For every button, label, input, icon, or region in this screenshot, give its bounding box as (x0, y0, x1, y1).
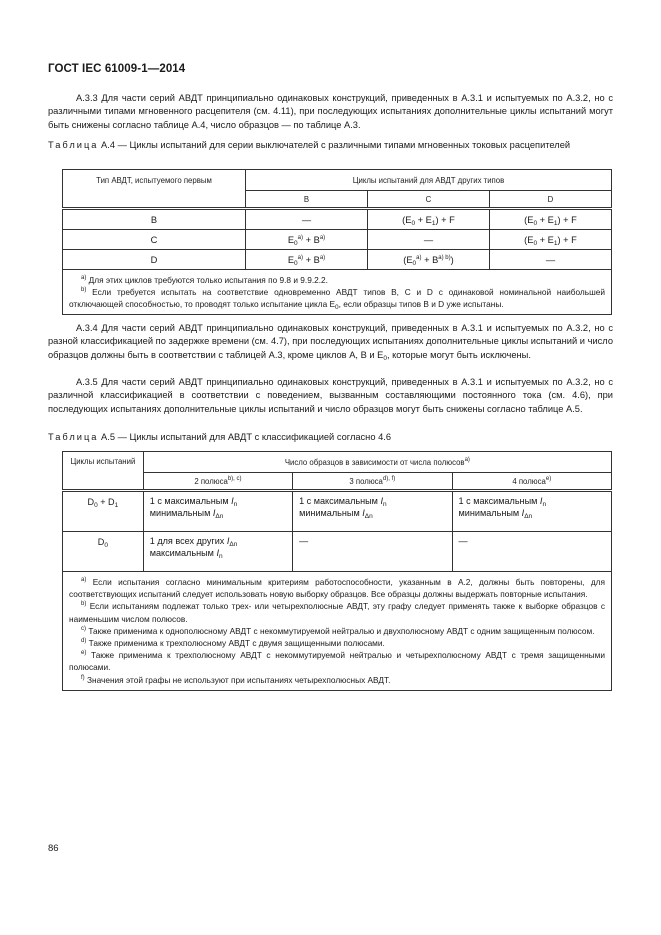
column-header-d: D (490, 191, 612, 209)
caption-text: А.4 — Циклы испытаний для серии выключателей с различными типами мгновенных токовых расцепителей (98, 140, 571, 150)
footnote-c-text: Также применима к однополюсному АВДТ с некоммутируемой нейтралью и двухполюсному АВДТ с одним защищенным полюсом. (88, 625, 595, 636)
column-header-3-poles (293, 473, 452, 491)
header-first-type: Тип АВДТ, испытуемого первым (63, 170, 246, 209)
footnote-a: $^{a)}$ Для этих циклов требуются только испытания по 9.8 и 9.9.2.2. (81, 275, 328, 285)
a34-text: А.3.4 Для части серий АВДТ принципиально одинаковых конструкций, приведенных в А.3.1 и испытуемых по А.3.2, но с разной классификацией по задержке времени (см. 4.7), при последующих испытаниях дополнительные циклы испытаний и число образцов должны быть в соответствии с таблицей А.3, кроме циклов А, В и Е (48, 323, 613, 360)
paragraph-a34 (48, 322, 613, 362)
paragraph-a35: А.3.5 Для части серий АВДТ принципиально одинаковых конструкций, приведенных в А.3.1 и испытуемых по А.3.2, но с различной классификацией в соответствии с поведением, вызванным составляющими постоянного тока (см. 4.6), при последующих испытаниях дополнительные циклы испытаний и число образцов могут быть снижены согласно таблице А.5. (48, 377, 613, 414)
footnote-b-sub: 0 (335, 304, 339, 311)
column-sup: d), f) (382, 475, 396, 482)
footnote-b-text: Если испытаниям подлежат только трех- или четырехполюсные АВДТ, эту графу следует применять также к выборке образцов с наименьшим числом полюсов. (69, 601, 605, 624)
footnote-e-text: Также применима к трехполюсному АВДТ с некоммутируемой нейтралью и четырехполюсному АВДТ с тремя защищенными полюсами. (69, 650, 605, 673)
row-type: B (63, 209, 246, 230)
footnote-b: $^{b)}$ Если требуется испытать на соответствие одновременно АВДТ типов В, С и D с одинаковой номинальной наибольшей отключающей способностью, то проводят только испытание цикла $Е_0$, если образцы типов В и D уже испытаны. (69, 287, 605, 311)
header-group (143, 452, 611, 473)
header-group-sup: a) (464, 456, 470, 463)
footnote-a-text: Для этих циклов требуются только испытания по 9.8 и 9.9.2.2. (88, 275, 328, 285)
footnote-b: $^{b)}$ Если испытаниям подлежат только трех- или четырехполюсные АВДТ, эту графу следует применять также к выборке образцов с наименьшим числом полюсов. (69, 601, 605, 624)
table-row (63, 230, 612, 250)
cycle-cell: $D_0 + D_1$ (63, 491, 144, 532)
footnote-e: $^{e)}$ Также применима к трехполюсному АВДТ с некоммутируемой нейтралью и четырехполюсному АВДТ с тремя защищенными полюсами. (69, 650, 605, 673)
column-header-b: B (246, 191, 368, 209)
header-cycles: Циклы испытаний (63, 452, 144, 491)
cell: $(E_0 + E_1) + F$ (490, 230, 612, 250)
table-a5 (62, 451, 612, 691)
cell: — (490, 250, 612, 270)
cell: — (293, 532, 452, 572)
cell: $E_0^{a)} + B^{a)}$ (246, 230, 368, 250)
table-row (63, 532, 612, 572)
table-a5-caption (48, 431, 613, 444)
footnote-c: $^{c)}$ Также применима к однополюсному АВДТ с некоммутируемой нейтралью и двухполюсному АВДТ с одним защищенным полюсом. (81, 625, 595, 636)
cell: $(E_0^{a)} + B^{a) b)})$ (368, 250, 490, 270)
header-group: Циклы испытаний для АВДТ других типов (246, 170, 612, 191)
footnote-f: $^{f)}$ Значения этой графы не используют при испытаниях четырехполюсных АВДТ. (81, 674, 391, 685)
footnote-d-text: Также применима к трехполюсному АВДТ с двумя защищенными полюсами. (88, 638, 385, 649)
cell: — (368, 230, 490, 250)
column-label: 2 полюса (194, 476, 228, 486)
table-a4 (62, 169, 612, 315)
column-header-2-poles (143, 473, 292, 491)
footnote-a: $^{a)}$ Если испытания согласно минимальным критериям работоспособности, указанным в А.2, должны быть повторены, для соответствующих испытаний следует использовать новую выборку образцов. Все образцы должны выдержать повторные испытания. (69, 577, 605, 600)
a34-sub: 0 (383, 354, 387, 362)
column-label: 3 полюса (349, 476, 383, 486)
caption-prefix: Таблица (48, 432, 99, 442)
footnote-b-text-end: , если образцы типов В и D уже испытаны. (338, 299, 504, 309)
header-group-text: Число образцов в зависимости от числа полюсов (284, 457, 465, 467)
row-type: C (63, 230, 246, 250)
page-number: 86 (48, 843, 59, 854)
table-a4-footnotes (63, 270, 612, 315)
column-label: 4 полюса (512, 476, 546, 486)
footnote-a-text: Если испытания согласно минимальным критериям работоспособности, указанным в А.2, должны быть повторены, для соответствующих испытаний следует использовать новую выборку образцов. Все образцы должны выдержать повторные испытания. (69, 577, 605, 600)
footnote-b-text: Если требуется испытать на соответствие одновременно АВДТ типов В, С и D с одинаковой номинальной наибольшей отключающей способностью, то проводят только испытание цикла Е (69, 287, 605, 309)
table-row (63, 250, 612, 270)
column-sup: b), c) (227, 475, 242, 482)
cell: — (246, 209, 368, 230)
footnote-d: $^{d)}$ Также применима к трехполюсному АВДТ с двумя защищенными полюсами. (81, 638, 385, 649)
row-type: D (63, 250, 246, 270)
cell: 1 с максимальным $I_n$ минимальным $I_{\Delta n}$ (293, 491, 452, 532)
cell: 1 с максимальным $I_n$ минимальным $I_{\Delta n}$ (143, 491, 292, 532)
footnote-f-text: Значения этой графы не используют при испытаниях четырехполюсных АВДТ. (86, 674, 391, 685)
table-a4-caption (48, 139, 613, 152)
table-row (63, 209, 612, 230)
cell: $(E_0 + E_1) + F$ (490, 209, 612, 230)
cell: 1 с максимальным $I_n$ минимальным $I_{\Delta n}$ (452, 491, 611, 532)
caption-text: А.5 — Циклы испытаний для АВДТ с классификацией согласно 4.6 (98, 432, 391, 442)
cell: $E_0^{a)} + B^{a)}$ (246, 250, 368, 270)
paragraph-a33: А.3.3 Для части серий АВДТ принципиально одинаковых конструкций, приведенных в А.3.1 и испытуемых по А.3.2, но с различными типами мгновенного расцепителя (см. 4.11), при последующих испытаниях дополнительные циклы испытаний могут быть снижены согласно таблице А.4, число образцов — по таблице А.3. (48, 93, 613, 130)
caption-prefix: Таблица (48, 140, 99, 150)
a34-text-end: , которые могут быть исключены. (386, 349, 531, 360)
column-sup: e) (545, 475, 552, 482)
column-header-4-poles (452, 473, 611, 491)
table-a5-footnotes (63, 572, 612, 691)
cell: — (452, 532, 611, 572)
cell: $(E_0 + E_1) + F$ (368, 209, 490, 230)
cell: 1 для всех других $I_{\Delta n}$ максимальным $I_n$ (143, 532, 292, 572)
table-row (63, 491, 612, 532)
cycle-cell: $D_0$ (63, 532, 144, 572)
column-header-c: C (368, 191, 490, 209)
standard-title: ГОСТ IEC 61009-1—2014 (48, 63, 186, 75)
